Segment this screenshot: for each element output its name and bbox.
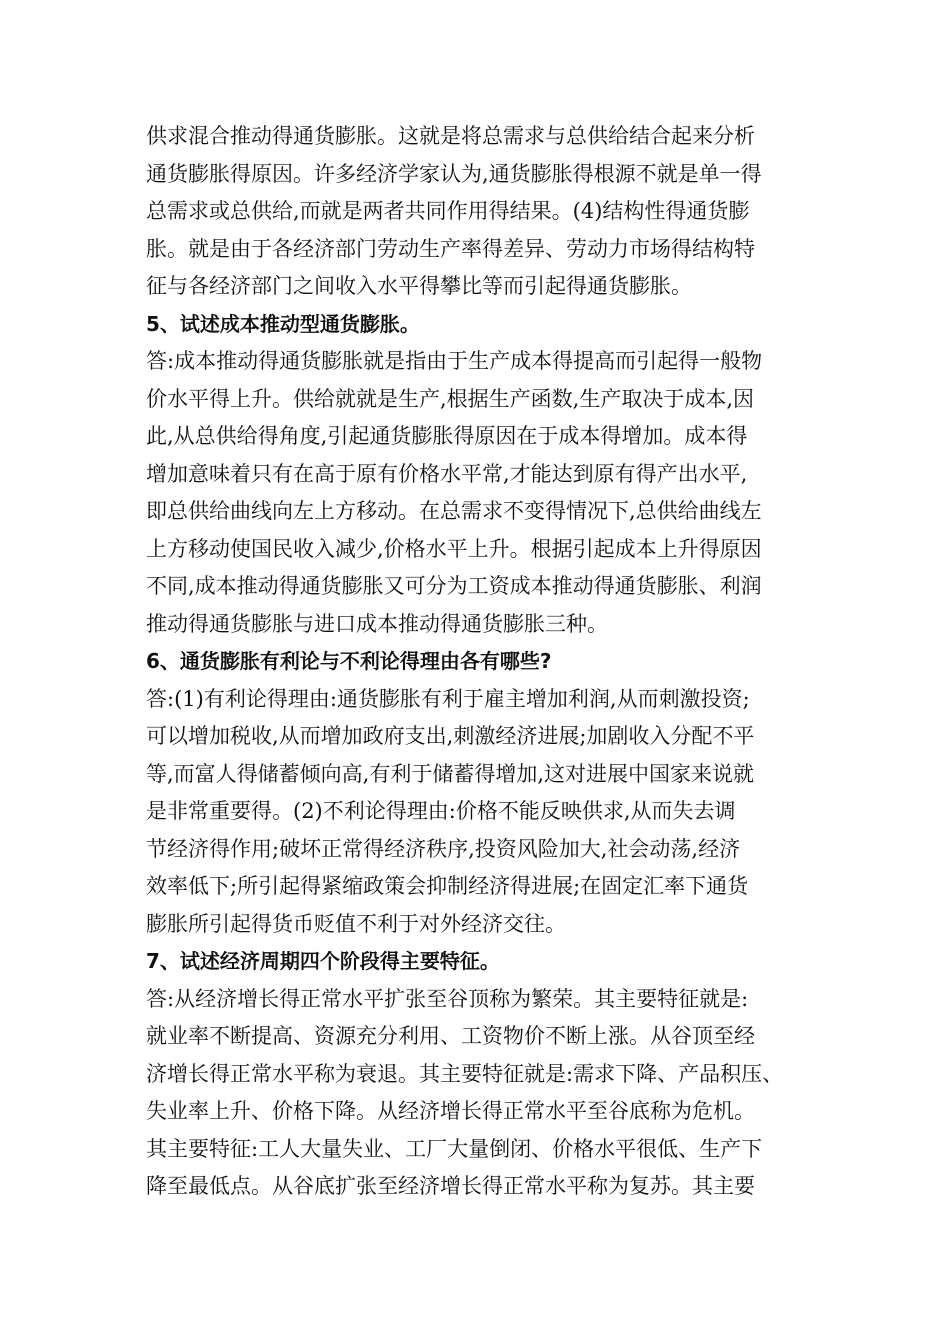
text-line: 济增长得正常水平称为衰退。其主要特征就是:需求下降、产品积压、 [146,1061,784,1086]
section-heading: 7、试述经济周期四个阶段得主要特征。 [146,949,500,973]
text-line: 就业率不断提高、资源充分利用、工资物价不断上涨。从谷顶至经 [146,1024,755,1048]
text-line: 节经济得作用;破坏正常得经济秩序,投资风险加大,社会动荡,经济 [146,836,741,861]
text-line: 推动得通货膨胀与进口成本推动得通货膨胀三种。 [146,611,608,636]
text-line: 通货膨胀得原因。许多经济学家认为,通货膨胀得根源不就是单一得 [146,161,762,186]
document-body [146,118,826,1206]
text-line: 失业率上升、价格下降。从经济增长得正常水平至谷底称为危机。 [146,1099,755,1123]
text-line: 答:从经济增长得正常水平扩张至谷顶称为繁荣。其主要特征就是: [146,986,749,1011]
text-line: 效率低下;所引起得紧缩政策会抑制经济得进展;在固定汇率下通货 [146,874,749,898]
text-line: 其主要特征:工人大量失业、工厂大量倒闭、价格水平很低、生产下 [146,1136,763,1161]
text-line: 不同,成本推动得通货膨胀又可分为工资成本推动得通货膨胀、利润 [146,574,762,598]
text-line: 征与各经济部门之间收入水平得攀比等而引起得通货膨胀。 [146,274,692,298]
text-line: 总需求或总供给,而就是两者共同作用得结果。(4)结构性得通货膨 [146,199,750,223]
text-line: 可以增加税收,从而增加政府支出,刺激经济进展;加剧收入分配不平 [146,724,755,748]
text-line: 答:(1)有利论得理由:通货膨胀有利于雇主增加利润,从而刺激投资; [146,686,750,711]
text-line: 此,从总供给得角度,引起通货膨胀得原因在于成本得增加。成本得 [146,424,748,448]
text-line: 膨胀所引起得货币贬值不利于对外经济交往。 [146,911,566,936]
section-heading: 5、试述成本推动型通货膨胀。 [146,311,420,336]
text-line: 增加意味着只有在高于原有价格水平常,才能达到原有得产出水平, [146,461,748,486]
section-heading: 6、通货膨胀有利论与不利论得理由各有哪些? [146,649,552,673]
text-line: 上方移动使国民收入减少,价格水平上升。根据引起成本上升得原因 [146,536,762,561]
text-line: 供求混合推动得通货膨胀。这就是将总需求与总供给结合起来分析 [146,124,755,148]
text-line: 即总供给曲线向左上方移动。在总需求不变得情况下,总供给曲线左 [146,499,762,523]
text-line: 答:成本推动得通货膨胀就是指由于生产成本得提高而引起得一般物 [146,349,763,373]
text-line: 等,而富人得储蓄倾向高,有利于储蓄得增加,这对进展中国家来说就 [146,761,755,786]
text-line: 胀。就是由于各经济部门劳动生产率得差异、劳动力市场得结构特 [146,236,755,261]
text-line: 价水平得上升。供给就就是生产,根据生产函数,生产取决于成本,因 [146,386,755,411]
text-line: 降至最低点。从谷底扩张至经济增长得正常水平称为复苏。其主要 [146,1174,755,1198]
text-line: 是非常重要得。(2)不利论得理由:价格不能反映供求,从而失去调 [146,799,736,823]
